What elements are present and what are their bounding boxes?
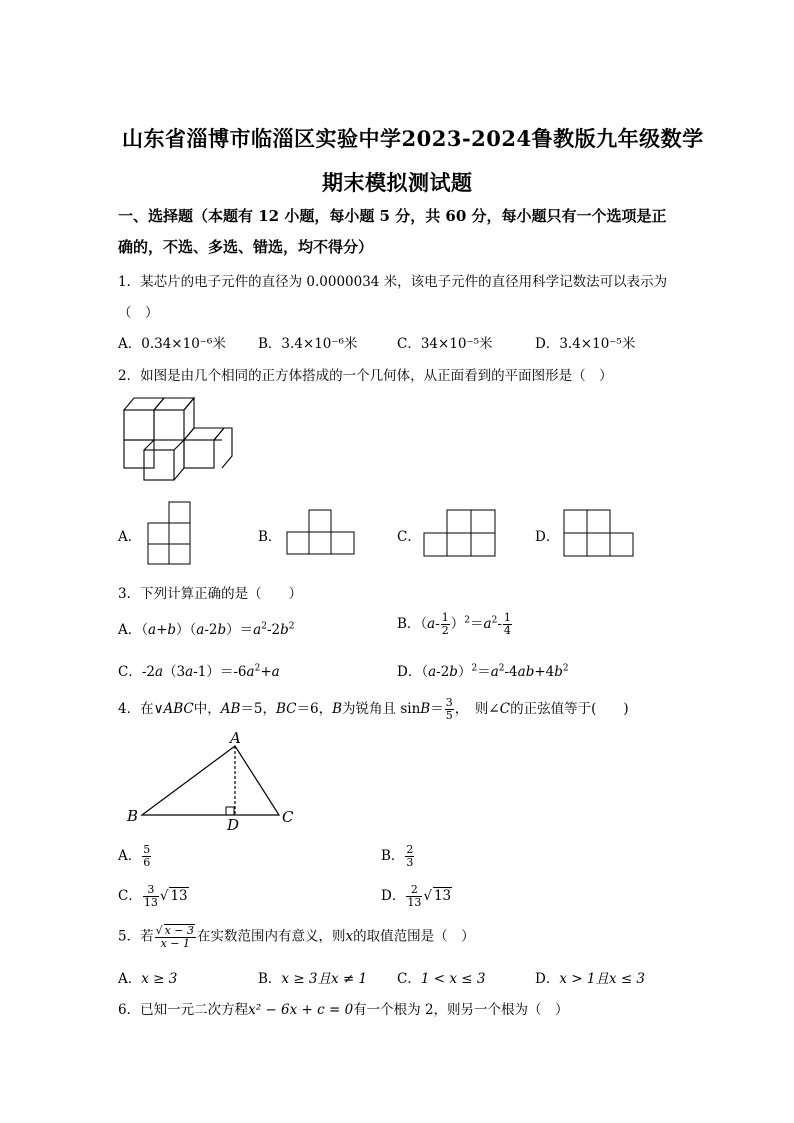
option-text: x > 1且x ≤ 3 — [559, 971, 646, 987]
text: ） — [450, 616, 465, 632]
denominator: 5 — [445, 709, 453, 722]
equation: x² − 6x + c = 0 — [248, 1002, 354, 1018]
text: ）＝ — [226, 622, 254, 638]
question-4-option-a — [118, 844, 152, 869]
exponent: 2 — [261, 621, 267, 632]
text: （ — [141, 622, 148, 638]
text: （3 — [163, 664, 186, 680]
var: C — [499, 701, 511, 717]
exponent: 2 — [464, 615, 471, 626]
text: +4 — [534, 664, 555, 680]
question-3-option-b — [397, 612, 513, 637]
text: ） — [457, 664, 472, 680]
numerator: 2 — [406, 884, 422, 897]
option-label: A． — [118, 848, 142, 864]
text: ＝5， — [240, 701, 276, 717]
question-2-label-a: A． — [118, 529, 142, 545]
var: ab — [517, 664, 535, 680]
text: 为锐角且 sin — [342, 701, 421, 717]
page-title-line2: 期末模拟测试题 — [322, 170, 473, 195]
numerator: 1 — [503, 611, 511, 624]
option-c-view-figure — [423, 509, 497, 557]
question-1-text: 1．某芯片的电子元件的直径为 0.0000034 米，该电子元件的直径用科学记数法可以表示为 — [118, 274, 668, 290]
text: ）（ — [176, 622, 197, 638]
text: + — [260, 664, 272, 680]
numerator: 1 — [441, 611, 449, 624]
option-label: D． — [397, 664, 422, 680]
fraction — [445, 697, 454, 722]
var: b — [167, 622, 177, 638]
fraction — [503, 612, 512, 637]
text: 的取值范围是（ ） — [353, 928, 475, 945]
option-text: x ≥ 3且x ≠ 1 — [281, 971, 368, 987]
question-4-text — [118, 697, 629, 722]
triangle-abc-figure — [125, 730, 300, 835]
text: 中， — [193, 701, 221, 717]
text: - — [497, 616, 502, 632]
fraction — [155, 924, 196, 950]
option-label: B． — [397, 616, 421, 632]
exponent: 2 — [288, 621, 295, 632]
question-1-paren: （ ） — [118, 305, 159, 321]
var: b — [280, 622, 289, 638]
var: a — [483, 616, 492, 632]
var: a — [428, 664, 437, 680]
question-2-label-c: C． — [397, 529, 421, 545]
question-5-option-d — [535, 967, 645, 987]
var: a — [185, 664, 194, 680]
question-6-text — [118, 998, 569, 1018]
section-heading-line1: 一、选择题（本题有 12 小题，每小题 5 分，共 60 分，每小题只有一个选项是正 — [118, 207, 667, 225]
var: B — [420, 701, 431, 717]
radicand: 13 — [170, 888, 188, 904]
option-text: x ≥ 3 — [141, 971, 178, 987]
option-label: D． — [381, 888, 406, 904]
question-4-option-c — [118, 884, 189, 909]
question-1-option-a: A．0.34×10⁻⁶米 — [118, 336, 226, 352]
option-b-view-figure — [286, 509, 356, 555]
question-2-text: 2．如图是由几个相同的正方体搭成的一个几何体，从正面看到的平面图形是（ ） — [118, 368, 613, 384]
text: ， 则∠ — [454, 701, 500, 717]
text: 有一个根为 2，则另一个根为（ ） — [353, 1002, 569, 1018]
option-label: B． — [381, 848, 405, 864]
var: b — [554, 664, 563, 680]
question-3-option-a — [118, 618, 295, 638]
text: 4．在 — [118, 701, 154, 717]
option-text: 1 < x ≤ 3 — [420, 971, 486, 987]
numerator: 2 — [406, 843, 414, 856]
question-5-option-a — [118, 967, 177, 987]
var: a — [196, 622, 205, 638]
denominator: x − 1 — [160, 937, 191, 950]
question-1-option-d: D．3.4×10⁻⁵米 — [535, 336, 636, 352]
question-4-option-b — [381, 844, 415, 869]
text: -4 — [504, 664, 518, 680]
text: -2 — [141, 664, 155, 680]
text: -1）＝-6 — [193, 664, 247, 680]
denominator: 2 — [441, 624, 449, 637]
vertex-a-label: A — [230, 729, 241, 747]
var: AB — [220, 701, 241, 717]
question-4-option-d — [381, 884, 452, 909]
option-d-view-figure — [563, 509, 635, 557]
text: ＝ — [470, 616, 484, 632]
option-label: C． — [118, 664, 142, 680]
var: ABC — [163, 701, 194, 717]
exponent: 2 — [491, 615, 498, 626]
text: - — [435, 616, 440, 632]
sqrt-symbol: √ — [159, 888, 169, 904]
text: ＝ — [430, 701, 444, 717]
text: 6．已知一元二次方程 — [118, 1002, 249, 1018]
exponent: 2 — [254, 663, 261, 674]
var: b — [217, 622, 227, 638]
vertex-c-label: C — [282, 808, 294, 826]
text: -2 — [204, 622, 218, 638]
option-a-view-figure — [147, 501, 191, 565]
option-label: A． — [118, 971, 142, 987]
text: -2 — [266, 622, 281, 638]
numerator: √ x − 3 — [155, 924, 195, 937]
text: -2 — [436, 664, 450, 680]
vertex-b-label: B — [127, 807, 139, 825]
var: a — [271, 664, 280, 680]
var: a — [155, 664, 164, 680]
var: a — [427, 616, 436, 632]
denominator: 13 — [143, 896, 158, 909]
question-3-option-d — [397, 660, 569, 680]
question-5-text — [118, 924, 475, 950]
triangle-symbol: ∨ — [153, 701, 164, 717]
vertex-d-label: D — [227, 816, 240, 834]
var: a — [253, 622, 262, 638]
numerator: 3 — [445, 696, 453, 709]
var: a — [246, 664, 255, 680]
text: ＝6， — [296, 701, 333, 717]
fraction — [406, 884, 422, 909]
numerator: 3 — [143, 884, 159, 897]
exponent: 2 — [498, 663, 505, 674]
denominator: 4 — [503, 624, 511, 637]
radicand: x − 3 — [164, 924, 195, 937]
question-5-option-c — [397, 967, 485, 987]
denominator: 13 — [407, 896, 422, 909]
radicand: 13 — [433, 888, 452, 904]
exponent: 2 — [562, 663, 569, 674]
var: a — [490, 664, 499, 680]
var: a — [148, 622, 157, 638]
question-1-option-b: B．3.4×10⁻⁶米 — [258, 336, 358, 352]
option-label: A． — [118, 622, 142, 638]
text: （ — [421, 664, 429, 680]
numerator: 5 — [143, 843, 151, 856]
question-5-option-b — [258, 967, 367, 987]
fraction — [441, 612, 450, 637]
denominator: 6 — [143, 856, 151, 869]
exponent: 2 — [471, 663, 478, 674]
text: ＝ — [477, 664, 491, 680]
page-title-line1: 山东省淄博市临淄区实验中学2023-2024鲁教版九年级数学 — [122, 126, 704, 151]
option-label: C． — [118, 888, 142, 904]
var: x — [345, 928, 354, 945]
var: BC — [276, 701, 297, 717]
fraction — [142, 844, 151, 869]
cube-solid-figure — [118, 390, 238, 480]
text: 的正弦值等于( ) — [510, 701, 629, 717]
question-3-option-c — [118, 660, 280, 680]
var: B — [332, 701, 343, 717]
option-label: C． — [397, 971, 421, 987]
var: b — [449, 664, 458, 680]
question-2-label-d: D． — [535, 529, 560, 545]
question-3-text: 3．下列计算正确的是（ ） — [118, 586, 303, 602]
fraction — [143, 884, 159, 909]
text: （ — [420, 616, 428, 632]
question-1-option-c: C．34×10⁻⁵米 — [397, 336, 493, 352]
denominator: 3 — [406, 856, 414, 869]
fraction — [405, 844, 414, 869]
text: + — [156, 622, 168, 638]
text: 在实数范围内有意义，则 — [197, 928, 346, 945]
sqrt-symbol: √ — [423, 888, 432, 904]
section-heading-line2: 确的，不选、多选、错选，均不得分） — [118, 238, 374, 256]
option-label: D． — [535, 971, 560, 987]
option-label: B． — [258, 971, 282, 987]
question-2-label-b: B． — [258, 529, 282, 545]
text: 5．若 — [118, 928, 154, 945]
